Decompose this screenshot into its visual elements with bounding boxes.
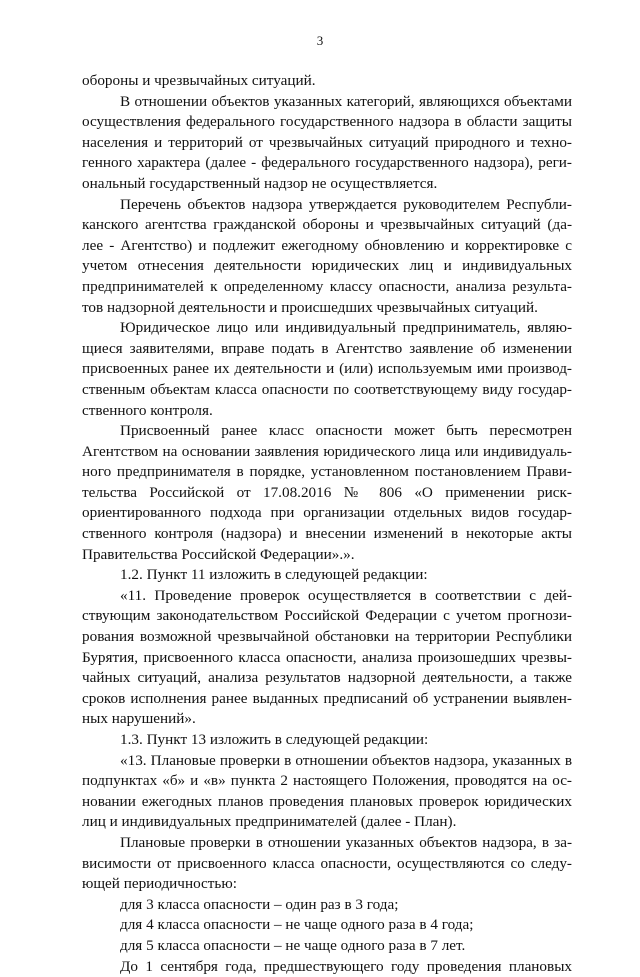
text-line: осуществления федерального государственного надзора в области защиты bbox=[82, 113, 572, 131]
text-line: учетом отнесения деятельности юридических лиц и индивидуальных bbox=[82, 257, 572, 275]
text-line: ных нарушений». bbox=[82, 710, 196, 728]
text-line: подпунктах «б» и «в» пункта 2 настоящего Положения, проводятся на ос- bbox=[82, 772, 572, 790]
text-line: До 1 сентября года, предшествующего году проведения плановых bbox=[120, 957, 572, 975]
text-line: лиц и индивидуальных предпринимателей (далее - План). bbox=[82, 813, 457, 831]
text-line: Присвоенный ранее класс опасности может быть пересмотрен bbox=[120, 422, 572, 440]
text-line: висимости от присвоенного класса опасности, осуществляются со следу- bbox=[82, 854, 572, 872]
text-line: В отношении объектов указанных категорий, являющихся объектами bbox=[120, 92, 572, 110]
text-line: «11. Проведение проверок осуществляется в соответствии с дей- bbox=[120, 586, 572, 604]
text-line: Плановые проверки в отношении указанных объектов надзора, в за- bbox=[120, 833, 572, 851]
text-line: 1.3. Пункт 13 изложить в следующей редакции: bbox=[120, 731, 429, 748]
page-number: 3 bbox=[316, 33, 324, 48]
text-line: для 5 класса опасности – не чаще одного раза в 7 лет. bbox=[120, 936, 466, 954]
text-line: Агентством на основании заявления юридического лица или индивидуаль- bbox=[82, 442, 572, 460]
text-line: ственным объектам класса опасности по соответствующему виду государ- bbox=[82, 380, 572, 398]
text-line: Правительства Российской Федерации».». bbox=[82, 545, 355, 563]
text-line: лее - Агентство) и подлежит ежегодному обновлению и корректировке с bbox=[82, 236, 572, 254]
text-line: Юридическое лицо или индивидуальный предприниматель, являю- bbox=[120, 319, 572, 337]
text-line: ного предпринимателя в порядке, установленном постановлением Прави- bbox=[82, 463, 572, 481]
text-line: Перечень объектов надзора утверждается руководителем Республи- bbox=[120, 195, 572, 213]
document-body bbox=[82, 71, 572, 977]
text-line: щиеся заявителями, вправе подать в Агентство заявление об изменении bbox=[82, 339, 572, 357]
text-line: ственного контроля. bbox=[82, 401, 213, 419]
text-line: генного характера (далее - федерального государственного надзора), реги- bbox=[82, 154, 572, 172]
text-line: Бурятия, присвоенного класса опасности, анализа произошедших чрезвы- bbox=[82, 648, 572, 666]
text-line: присвоенных ранее их деятельности и (или) используемым ими производ- bbox=[82, 360, 572, 378]
text-line: тов надзорной деятельности и происшедших чрезвычайных ситуаций. bbox=[82, 298, 538, 316]
text-line: обороны и чрезвычайных ситуаций. bbox=[82, 72, 316, 89]
text-line: новании ежегодных планов проведения плановых проверок юридических bbox=[82, 792, 572, 810]
text-line: ориентированного подхода при организации отдельных видов государ- bbox=[82, 504, 572, 522]
text-line: 1.2. Пункт 11 изложить в следующей редакции: bbox=[120, 566, 428, 584]
text-line: рования возможной чрезвычайной обстановки на территории Республики bbox=[82, 628, 572, 646]
text-line: ствующим законодательством Российской Федерации с учетом прогнози- bbox=[82, 607, 572, 625]
text-line: ющей периодичностью: bbox=[82, 875, 237, 893]
text-line: для 3 класса опасности – один раз в 3 года; bbox=[120, 895, 399, 913]
text-line: ональный государственный надзор не осуществляется. bbox=[82, 174, 438, 192]
text-line: предпринимателей к определенному классу опасности, анализа результа- bbox=[82, 277, 572, 295]
text-line: канского агентства гражданской обороны и чрезвычайных ситуаций (да- bbox=[82, 216, 572, 234]
text-line: чайных ситуаций, анализа результатов надзорной деятельности, а также bbox=[82, 669, 572, 687]
text-line: населения и территорий от чрезвычайных ситуаций природного и техно- bbox=[82, 133, 572, 151]
text-line: для 4 класса опасности – не чаще одного раза в 4 года; bbox=[120, 916, 474, 934]
text-line: сроков исполнения ранее выданных предписаний об устранении выявлен- bbox=[82, 689, 572, 707]
text-line: тельства Российской от 17.08.2016 № 806 «О применении риск- bbox=[82, 483, 572, 501]
text-line: ственного контроля (надзора) и внесении изменений в некоторые акты bbox=[82, 525, 572, 543]
text-line: «13. Плановые проверки в отношении объектов надзора, указанных в bbox=[120, 751, 572, 769]
